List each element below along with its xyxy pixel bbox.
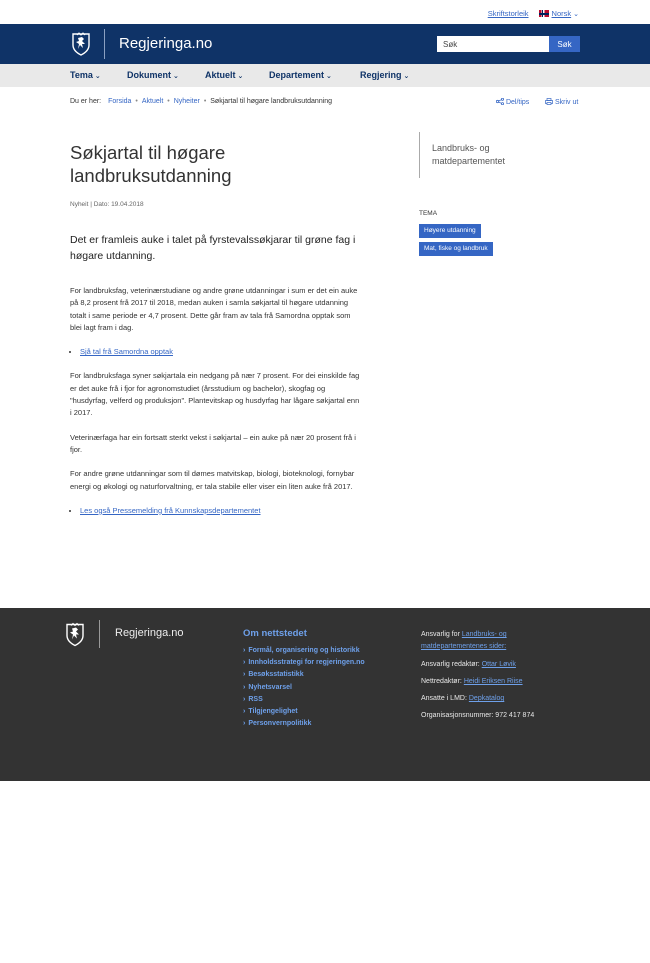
font-size-link[interactable]: Skriftstorleik bbox=[487, 9, 529, 18]
chevron-right-icon: › bbox=[243, 707, 246, 715]
footer-link[interactable] bbox=[243, 645, 365, 657]
press-release-link[interactable]: Les også Pressemelding frå Kunnskapsdepartementet bbox=[80, 505, 261, 515]
chevron-down-icon: ⌄ bbox=[237, 73, 244, 80]
web-editor-label: Nettredaktør: bbox=[421, 678, 462, 685]
chevron-right-icon: › bbox=[243, 671, 246, 679]
list-item bbox=[80, 346, 360, 358]
breadcrumb bbox=[70, 98, 332, 105]
breadcrumb-item-nyheiter[interactable]: Nyheiter bbox=[173, 98, 200, 105]
footer-link-label: Formål, organisering og historikk bbox=[248, 647, 360, 654]
nav-item-regjering[interactable] bbox=[360, 70, 409, 80]
staff-info bbox=[421, 693, 571, 705]
responsible-info bbox=[421, 629, 571, 652]
link-list bbox=[70, 505, 360, 517]
site-footer bbox=[0, 608, 650, 781]
article-title: Søkjartal til høgare landbruksutdanning bbox=[70, 142, 232, 186]
responsible-link[interactable]: Landbruks- og matdepartementenes sider: bbox=[421, 631, 507, 650]
link-list bbox=[70, 346, 360, 358]
nav-label: Regjering bbox=[360, 70, 402, 80]
site-name[interactable]: Regjeringa.no bbox=[119, 35, 213, 52]
org-number: Organisasjonsnummer: 972 417 874 bbox=[421, 712, 535, 719]
om-nettstedet-heading: Om nettstedet bbox=[243, 628, 307, 639]
footer-link[interactable] bbox=[243, 682, 365, 694]
staff-label: Ansatte i LMD: bbox=[421, 695, 467, 702]
department-name[interactable]: Landbruks- og matdepartementet bbox=[432, 143, 506, 166]
footer-link-label: RSS bbox=[248, 695, 263, 703]
chevron-down-icon: ⌄ bbox=[573, 11, 579, 18]
chevron-right-icon: › bbox=[243, 659, 246, 667]
footer-divider bbox=[99, 620, 100, 648]
article-paragraph: For andre grøne utdanningar som til dømes matvitskap, biologi, bioteknologi, fornybar energi og økologi og naturforvaltning, er tala stabile eller viser ein liten auke frå 2017. bbox=[70, 469, 355, 491]
chevron-down-icon: ⌄ bbox=[94, 73, 101, 80]
list-item bbox=[80, 505, 360, 517]
nav-label: Tema bbox=[70, 70, 93, 80]
coat-of-arms-icon[interactable] bbox=[70, 32, 92, 56]
site-header bbox=[0, 24, 650, 64]
chevron-down-icon: ⌄ bbox=[326, 73, 332, 80]
nav-label: Aktuelt bbox=[205, 70, 236, 80]
print-tool[interactable] bbox=[545, 98, 578, 106]
chevron-right-icon: › bbox=[243, 647, 246, 654]
footer-link-label: Nyhetsvarsel bbox=[248, 683, 292, 691]
print-label: Skriv ut bbox=[554, 99, 579, 106]
search-input[interactable] bbox=[437, 36, 549, 52]
printer-icon bbox=[545, 98, 553, 105]
breadcrumb-separator: • bbox=[167, 98, 170, 105]
samordna-opptak-link[interactable]: Sjå tal frå Samordna opptak bbox=[80, 347, 173, 357]
footer-link[interactable] bbox=[243, 657, 365, 669]
footer-link[interactable] bbox=[243, 694, 365, 706]
footer-link[interactable] bbox=[243, 706, 365, 718]
department-box bbox=[419, 132, 559, 178]
footer-link[interactable] bbox=[243, 669, 365, 681]
utility-links bbox=[488, 9, 579, 18]
depkatalog-link[interactable]: Depkatalog bbox=[468, 695, 505, 702]
tag-hoyere-utdanning[interactable]: Høyere utdanning bbox=[419, 224, 481, 238]
breadcrumb-current: Søkjartal til høgare landbruksutdanning bbox=[210, 98, 333, 105]
nav-item-dokument[interactable] bbox=[127, 70, 179, 80]
chevron-down-icon: ⌄ bbox=[173, 73, 179, 80]
footer-link-label: Tilgjengelighet bbox=[248, 707, 298, 715]
footer-link[interactable] bbox=[243, 718, 365, 730]
tag-mat-fiske-landbruk[interactable]: Mat, fiske og landbruk bbox=[419, 242, 493, 256]
breadcrumb-separator: • bbox=[203, 98, 207, 105]
footer-site-name[interactable]: Regjeringa.no bbox=[115, 627, 184, 639]
breadcrumb-separator: • bbox=[135, 98, 138, 105]
footer-link-label: Innholdsstrategi for regjeringen.no bbox=[248, 659, 365, 667]
main-nav bbox=[0, 64, 650, 87]
nav-label: Dokument bbox=[127, 70, 172, 80]
header-divider bbox=[104, 29, 105, 59]
tema-heading: TEMA bbox=[419, 210, 438, 217]
responsible-label: Ansvarlig for bbox=[421, 631, 460, 638]
breadcrumb-item-aktuelt[interactable]: Aktuelt bbox=[141, 98, 164, 105]
nav-label: Departement bbox=[269, 70, 325, 80]
article-paragraph: For landbruksfaga syner søkjartala ein nedgang på nær 7 prosent. For dei einskilde fag er det auke frå i fjor for agronomstudiet (årsstudium og bachelor), skogfag og "husdyrfag, velferd og produksjon". Plantevitskap og husdyrfag har lågare søkjartal enn i 2017. bbox=[70, 371, 360, 418]
chevron-right-icon: › bbox=[243, 683, 246, 691]
language-selector[interactable] bbox=[539, 9, 579, 18]
language-link[interactable]: Norsk bbox=[551, 9, 572, 18]
om-nettstedet-links bbox=[243, 645, 365, 730]
footer-link-label: Personvernpolitikk bbox=[248, 720, 312, 728]
article-meta: Nyheit | Dato: 19.04.2018 bbox=[70, 201, 144, 208]
nav-item-tema[interactable] bbox=[70, 70, 101, 80]
utility-bar bbox=[0, 0, 650, 24]
search-button[interactable]: Søk bbox=[549, 36, 580, 52]
editor-info bbox=[421, 659, 571, 671]
article-paragraph: For landbruksfag, veterinærstudiane og andre grøne utdanningar i sum er det ein auke på 8,2 prosent frå 2017 til 2018, medan auken i samla søkjartal til høgare utdanning totalt i same periode er 4,7 prosent. Dette går fram av tala frå Samordna opptak som blei lagt fram i dag. bbox=[70, 286, 358, 332]
article-paragraph: Veterinærfaga har ein fortsatt sterkt vekst i søkjartal – ein auke på nær 20 prosent frå i fjor. bbox=[70, 432, 356, 454]
share-tool[interactable] bbox=[496, 98, 529, 106]
web-editor-info bbox=[421, 676, 571, 688]
article-lead: Det er framleis auke i talet på fyrstevalssøkjarar til grøne fag i høgare utdanning. bbox=[70, 234, 356, 262]
breadcrumb-prefix: Du er her: bbox=[70, 98, 102, 105]
share-icon bbox=[496, 98, 504, 105]
article-body bbox=[70, 285, 360, 529]
norway-flag-icon bbox=[539, 10, 549, 17]
breadcrumb-item-forsida[interactable]: Forsida bbox=[108, 98, 132, 105]
nav-item-departement[interactable] bbox=[269, 70, 332, 80]
editor-link[interactable]: Ottar Løvik bbox=[481, 661, 516, 668]
share-label: Del/tips bbox=[505, 99, 530, 106]
chevron-right-icon: › bbox=[243, 720, 246, 728]
footer-link-label: Besøksstatistikk bbox=[248, 671, 304, 679]
web-editor-link[interactable]: Heidi Eriksen Riise bbox=[463, 678, 523, 685]
nav-item-aktuelt[interactable] bbox=[205, 70, 243, 80]
editor-label: Ansvarlig redaktør: bbox=[421, 661, 480, 668]
coat-of-arms-icon[interactable] bbox=[64, 622, 86, 647]
chevron-right-icon: › bbox=[243, 695, 246, 703]
chevron-down-icon: ⌄ bbox=[403, 73, 410, 80]
